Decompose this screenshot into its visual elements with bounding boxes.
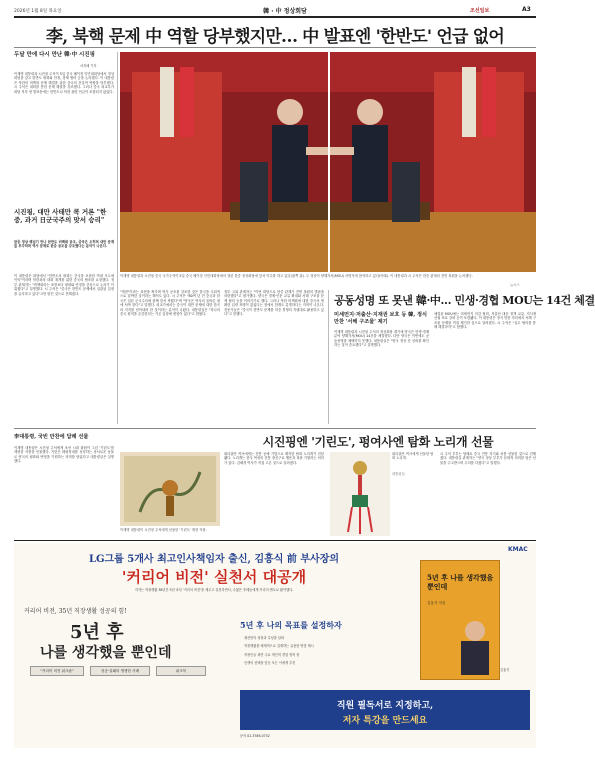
story3-headline: 시진핑엔 '기린도', 펑여사엔 탐화 노리개 선물 xyxy=(262,435,494,449)
norigae-graphic xyxy=(330,452,390,536)
header-rule xyxy=(14,16,536,18)
story3-caption1: 이재명 대통령이 시진핑 주석에게 선물한 '기린도' 재현 작품. xyxy=(120,528,207,532)
column-divider xyxy=(117,52,118,424)
publication-name: 조선일보 xyxy=(470,8,490,14)
main-subhead: 두달 만에 다시 만난 韓·中 시진핑 xyxy=(14,52,95,58)
col1-text-3: 이 대통령은 회담에서 "한반도의 평화는 중국을 포함한 역내 모두에 이익"이라며 북한과의 대화 재개를 위한 중국의 협조를 요청했다. 정부 관계자는 "비핵화라는 표현보다 평화와 안정을 중심으로 논의가 이뤄졌다"고 설명했다. 시 주석은 "중국은 한반도 문제에서 일관된 입장을 유지하고 있다"고만 밝힌 것으로 전해졌다. xyxy=(14,274,114,296)
ad-bullet: 직장인들 외면 주요 개인적 경험 영적 장 xyxy=(244,652,300,657)
author-name: 김흥식 xyxy=(500,668,510,672)
ad-handwritten-3: 나를 생각했을 뿐인데 xyxy=(40,645,172,661)
col1-text-2: 한중 정상 해넘기 만나 한반도 비핵화 공조, 중국은 오히려 대만 문제를 부각하며 역사 문제로 한중 공조를 강조했다는 분석이 나온다. xyxy=(14,240,114,249)
giraffe-painting-graphic xyxy=(120,452,220,526)
ad-rule xyxy=(14,540,536,541)
ad-title: LG그룹 5개사 최고인사책임자 출신, 김흥식 前 부사장의 xyxy=(88,554,340,565)
photo-credit: 뉴시스 xyxy=(510,283,520,287)
ad-description: 저자는 직장생활 38년간 3년 마다 '커리어 비전'을 세우고 실천하면서, 수많은 후배들에게 커리어 멘토로 활약했다. xyxy=(134,588,294,592)
col2-text: "재현"이라는 표현을 써가며 역사 공조를 강조한 것은 한국을 우회적으로 압박한 것이라는 해석도 있다. 시 주석은 "80여 년 전 중국과 한국은 일본 군국주의에 함께 맞서 싸웠다"며 "양국은 역사의 올바른 편에 서야 한다"고 말했다. 외교가에서는 중국이 대만 문제에 대한 한국의 지지를 얻어내려 한 것이라는 분석이 나왔다. 대통령실은 "하나의 중국 원칙을 존중한다는 기존 입장에 변함이 없다"고 밝혔다. xyxy=(120,290,220,317)
ad-goal-title: 5년 후 나의 목표를 설정하자 xyxy=(240,620,342,630)
ad-handwritten-1: 커리어 비전, 35년 직장생활 성공의 힘! xyxy=(24,608,127,615)
ad-button-workshop[interactable]: "커리어 비전 워크숍" xyxy=(30,666,84,676)
ad-bullet-list xyxy=(244,636,394,669)
headline-rule xyxy=(14,47,536,48)
section-name: 韓 · 中 정상회담 xyxy=(263,8,307,15)
pull-quote: 시진핑, 대만 사태만 콕 거론 "한중, 과거 日군국주의 맞서 승리" xyxy=(14,208,107,224)
ad-bullet: 인생의 선택을 앞둔 모든 이에게 추천 xyxy=(244,660,296,665)
byline: 서지혜 기자 xyxy=(80,64,97,68)
main-headline: 李, 북핵 문제 中 역할 당부했지만… 中 발표엔 '한반도' 언급 없어 xyxy=(46,27,504,47)
story2-kicker: 미세먼지·저출산·지재권 보호 등 韓, 정식만찬 '서해 구조물' 제기 xyxy=(334,312,427,325)
ad-button-cases[interactable]: 성공·실패의 생생한 사례 xyxy=(90,666,150,676)
story3-credit: 대통령실 xyxy=(392,472,405,476)
story3-col2: 펑리위안 여사에게는 전통 공예 기법으로 제작한 탐화 노리개가 전달됐다. 노리개는 한국 여성의 전통 장신구로 행운과 복을 기원하는 의미가 있다. 김혜경 여사가 직접 고른 것으로 알려졌다. xyxy=(224,452,324,465)
giraffe-painting-photo xyxy=(120,452,220,526)
book-cover xyxy=(420,560,500,680)
ad-bottom-line2: 저자 특강을 만드세요 xyxy=(342,716,428,726)
col1-text: 이재명 대통령과 시진핑 주석이 5일 중국 베이징 인민대회당에서 정상회담을 갖고 한반도 평화와 안정, 경제 협력 등을 논의했다. 이 대통령은 북한의 비핵화 문제 해결을 위한 중국의 건설적 역할을 당부했다. 시 주석은 대화를 통한 문제 해결을 강조했다. 그러나 중국 외교부가 회담 직후 낸 발표문에는 한반도나 북한 관련 언급이 포함되지 않았다. xyxy=(14,72,114,94)
story2-col1: 이재명 대통령과 시진핑 주석의 정상회담 계기에 양국은 민생·경제 분야 양해각서(MOU) 14건을 체결했다. 다만 양국은 이번에도 공동성명을 채택하지 못했다. 대통령실은 "양국 정상 간 신뢰를 확인하는 것이 중요했다"고 설명했다. xyxy=(334,330,429,348)
book-author: 김흥식 지음 xyxy=(427,601,446,605)
ad-contact: 문의 02-3786-0752 xyxy=(240,734,270,738)
ad-handwritten-2: 5년 후 xyxy=(70,622,124,643)
ad-bottom-banner xyxy=(240,690,530,730)
book-title: 5년 후 나를 생각했을 뿐인데 xyxy=(427,573,494,591)
story3-caption2: 펑리위안 여사에게 선물한 탐화 노리개. xyxy=(392,452,434,461)
ad-bottom-line1: 직원 필독서로 지정하고, xyxy=(336,701,434,711)
summit-photo-graphic xyxy=(120,52,536,272)
story3-col3: 시 주석 부부는 답례로 중국 전통 자기와 차를 선물한 것으로 전해졌다. 대통령실 관계자는 "양국 정상 부부가 문화적 의미를 담은 선물을 주고받으며 우의를 다졌다"고 말했다. xyxy=(440,452,536,465)
column-divider-2 xyxy=(328,290,329,424)
ad-big-title: '커리어 비전' 실천서 대공개 xyxy=(121,568,307,586)
section-rule xyxy=(14,428,536,429)
norigae-photo xyxy=(330,452,390,536)
col3-text: 정부 고위 관계자는 "이번 회담으로 한중 관계가 전면 복원의 발판을 마련했다"고 평가했다. 양국은 경제·인문 교류 확대와 서해 구조물 문제 협의 등을 이어가기로 했다. 그러나 북한 비핵화에 대한 중국의 명확한 입장 표명이 없었다는 점에서 한계도 분명하다는 지적이 나온다. 전문가들은 "중국이 한반도 문제를 미중 경쟁의 지렛대로 활용하고 있다"고 말했다. xyxy=(224,290,324,317)
story3-kicker: 李대통령, 국빈 만찬에 답례 선물 xyxy=(14,434,89,440)
ad-brand: KMAC xyxy=(508,546,528,553)
author-portrait xyxy=(455,615,495,675)
story2-col2: 체결된 MOU에는 미세먼지 저감 협력, 저출산 대응 정책 교류, 지식재산권 보호 강화 등이 포함됐다. 이 대통령은 정식 만찬 자리에서 서해 구조물 문제를 직접 제기한 것으로 알려졌다. 시 주석은 "실무 협의를 통해 해결하자"고 답했다. xyxy=(434,312,536,330)
photo-caption: 이재명 대통령과 시진핑 중국 국가주석이 5일 중국 베이징 인민대회당에서 열린 한중 정상회담에 앞서 악수를 하고 있다(왼쪽 위). 두 정상이 양해각서(MOU) 서명식에 참석하고 있다(아래). 이 대통령과 시 주석은 한중 관계의 전면 복원을 논의했다. xyxy=(120,274,473,278)
summit-photo xyxy=(120,52,536,272)
story2-headline: 공동성명 또 못낸 韓·中… 민생·경협 MOU는 14건 체결 xyxy=(334,294,595,307)
issue-date: 2026년 1월 8일 목요일 xyxy=(14,9,62,14)
story3-col1: 이재명 대통령은 시진핑 주석에게 조선 시대 화원이 그린 '기린도'를 재현한 작품을 선물했다. 기린은 태평성대를 상징하는 상서로운 동물로 양국의 평화와 번영을 기원하는 의미를 담았다고 대통령실은 설명했다. xyxy=(14,446,114,464)
ad-button-workbook[interactable]: 워크북 xyxy=(156,666,206,676)
ad-bullet: 재산만의 성장과 특성을 살펴 xyxy=(244,636,284,640)
page-number: A3 xyxy=(522,6,531,13)
ad-bullet: 직장생활을 체계적으로 설계하는 유용한 방법 제시 xyxy=(244,644,314,649)
